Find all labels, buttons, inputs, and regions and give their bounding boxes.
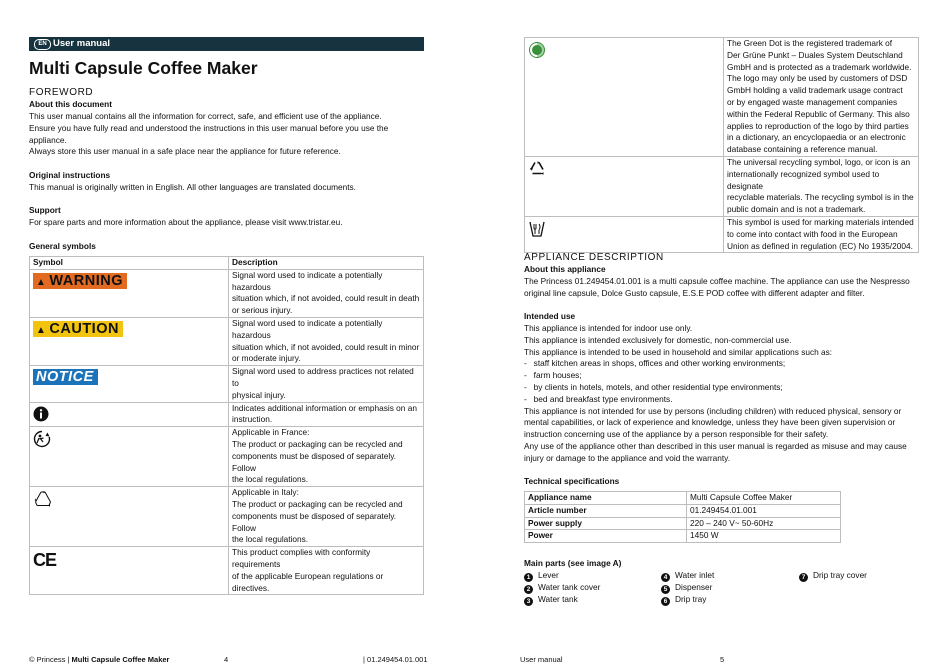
support-heading: Support (29, 205, 61, 215)
list-item: - farm houses; (524, 370, 582, 381)
table-row (30, 487, 424, 547)
list-item (661, 594, 706, 606)
text-line: recyclable materials. The recycling symbol is in the (727, 192, 914, 203)
table-row (525, 517, 841, 530)
part-label: Drip tray (675, 594, 707, 604)
part-label: Water inlet (675, 570, 715, 580)
text-line: The Princess 01.249454.01.001 is a multi capsule coffee machine. The appliance can use the Nespresso (524, 276, 910, 286)
right-page-number: 5 (720, 655, 725, 664)
caution-triangle-icon: ▲ (36, 324, 47, 336)
general-symbols-heading: General symbols (29, 241, 96, 251)
part-number-badge: 4 (661, 573, 670, 582)
text-line: The logo may only be used by customers of DSD (727, 73, 908, 84)
spec-value: 01.249454.01.001 (687, 504, 841, 517)
table-row (525, 504, 841, 517)
text-line: This appliance is not intended for use by persons (including children) with reduced physical, sensory or (524, 405, 902, 416)
text-line: This product complies with conformity requirements (232, 547, 371, 569)
text-line: the local regulations. (232, 534, 309, 545)
text-line: The product or packaging can be recycled and (232, 498, 403, 509)
text-line: to come into contact with food in the European (727, 228, 898, 239)
text-line: Indicates additional information or emphasis on an (232, 402, 417, 413)
list-item (524, 594, 578, 606)
text-line: The Green Dot is the registered trademark of (727, 38, 893, 48)
part-number-badge: 5 (661, 585, 670, 594)
part-number-badge: 1 (524, 573, 533, 582)
general-symbols-table (29, 256, 424, 595)
description-cell (229, 317, 424, 365)
text-line: within the Federal Republic of Germany. This also (727, 108, 910, 119)
part-label: Drip tray cover (813, 570, 867, 580)
left-footer-article: | 01.249454.01.001 (363, 655, 428, 664)
text-line: internationally recognized symbol used to designate (727, 168, 880, 191)
part-number-badge: 6 (661, 597, 670, 606)
text-line: Der Grüne Punkt – Duales System Deutschland (727, 49, 903, 60)
part-label: Lever (538, 570, 559, 580)
main-parts-heading: Main parts (see image A) (524, 558, 622, 568)
left-page-number: 4 (224, 655, 229, 664)
table-row (525, 38, 919, 157)
description-cell (229, 402, 424, 427)
description-cell (724, 38, 919, 157)
description-column-header: Description (229, 257, 424, 270)
text-line: components must be disposed of separately. Follow (232, 450, 397, 473)
description-cell (229, 547, 424, 595)
table-row (525, 216, 919, 252)
warning-triangle-icon: ▲ (36, 276, 47, 288)
text-line: of the applicable European regulations or directives. (232, 570, 384, 593)
document-title: Multi Capsule Coffee Maker (29, 58, 258, 78)
technical-specifications-table (524, 491, 841, 543)
list-item: - staff kitchen areas in shops, offices and other working environments; (524, 358, 786, 369)
ce-mark-icon: CE (33, 550, 57, 571)
text-line: physical injury. (232, 389, 286, 400)
part-number-badge: 7 (799, 573, 808, 582)
text-line: This user manual contains all the information for correct, safe, and efficient use of the appliance. (29, 111, 382, 121)
warning-label-text: WARNING (49, 272, 123, 289)
notice-label: NOTICE (33, 369, 98, 385)
text-line: Signal word used to address practices not related to (232, 366, 414, 388)
foreword-heading: FOREWORD (29, 87, 94, 98)
text-line: public domain and is not a trademark. (727, 204, 866, 215)
original-instructions-text: This manual is originally written in English. All other languages are translated documents. (29, 182, 356, 192)
description-cell (229, 487, 424, 547)
spec-key: Power supply (525, 517, 687, 530)
part-label: Water tank (538, 594, 578, 604)
language-badge: EN (34, 39, 51, 50)
text-line: Ensure you have fully read and understood the instructions in this user manual before you use the (29, 122, 389, 133)
list-item (661, 570, 714, 582)
text-line: or serious injury. (232, 305, 293, 316)
table-row (30, 366, 424, 402)
part-number-badge: 2 (524, 585, 533, 594)
table-row (30, 427, 424, 487)
spec-key: Power (525, 530, 687, 543)
text-line: Signal word used to indicate a potentially hazardous (232, 269, 383, 292)
description-cell (229, 427, 424, 487)
spec-key: Appliance name (525, 492, 687, 505)
part-label: Water tank cover (538, 582, 601, 592)
about-document-text (29, 111, 424, 158)
text-line: Always store this user manual in a safe place near the appliance for future reference. (29, 146, 341, 157)
about-appliance-heading: About this appliance (524, 264, 606, 274)
symbol-cell (30, 547, 229, 595)
right-page (520, 0, 919, 664)
table-row (30, 402, 424, 427)
text-line: The product or packaging can be recycled and (232, 438, 403, 449)
symbol-cell (30, 366, 229, 402)
description-cell (724, 216, 919, 252)
spec-value: Multi Capsule Coffee Maker (687, 492, 841, 505)
symbol-cell (30, 402, 229, 427)
food-contact-icon (528, 220, 546, 242)
text-line: situation which, if not avoided, could result in death (232, 293, 420, 304)
left-footer (29, 655, 169, 664)
appliance-description-heading: APPLIANCE DESCRIPTION (524, 252, 664, 263)
list-item: - bed and breakfast type environments. (524, 393, 673, 404)
text-line: or by engaged waste management companies (727, 96, 898, 107)
list-item (799, 570, 867, 582)
part-number-badge: 3 (524, 597, 533, 606)
text-line: instruction. (232, 414, 273, 425)
user-manual-banner (29, 37, 424, 51)
description-cell (229, 269, 424, 317)
green-dot-icon (528, 41, 546, 63)
original-instructions-heading: Original instructions (29, 170, 111, 180)
about-document-heading: About this document (29, 99, 112, 109)
description-cell (229, 366, 424, 402)
symbol-cell (525, 216, 724, 252)
text-line: or moderate injury. (232, 353, 301, 364)
symbol-cell (525, 156, 724, 216)
text-line: appliance. (29, 134, 67, 145)
info-icon (33, 406, 49, 426)
symbol-column-header: Symbol (30, 257, 229, 270)
text-line: Applicable in Italy: (232, 487, 299, 498)
table-row (525, 530, 841, 543)
text-line: This appliance is intended for indoor use only. (524, 323, 693, 333)
text-line: the local regulations. (232, 474, 309, 485)
text-line: applies to reproduction of the logo by third parties (727, 120, 909, 131)
text-line: This symbol is used for marking materials intended (727, 216, 914, 227)
about-appliance-text (524, 276, 919, 300)
text-line: database containing a reference manual. (727, 144, 878, 155)
banner-title: User manual (53, 38, 111, 49)
text-line: GmbH and is protected as a trademark worldwide. (727, 61, 912, 72)
footer-separator: | (67, 655, 70, 664)
text-line: Applicable in France: (232, 427, 310, 438)
table-row (525, 156, 919, 216)
caution-label (33, 321, 123, 337)
recycling-symbol-icon (528, 160, 546, 181)
left-page (29, 0, 428, 664)
recycle-triangle-icon (33, 490, 53, 512)
right-footer-label: User manual (520, 655, 563, 664)
symbol-cell (30, 269, 229, 317)
symbol-cell (30, 487, 229, 547)
list-item: - by clients in hotels, motels, and other residential type environments; (524, 381, 783, 392)
warning-label (33, 273, 127, 289)
symbol-cell (30, 427, 229, 487)
text-line: original line capsule, Dolce Gusto capsule, E.S.E POD coffee with different adapter and filter. (524, 287, 865, 298)
table-row (30, 317, 424, 365)
triman-icon (33, 430, 51, 452)
list-item (524, 582, 600, 594)
list-item (524, 570, 559, 582)
symbol-cell (30, 317, 229, 365)
table-row (30, 547, 424, 595)
text-line: This appliance is intended to be used in household and similar applications such as: (524, 346, 833, 357)
technical-specifications-heading: Technical specifications (524, 476, 620, 486)
spec-key: Article number (525, 504, 687, 517)
text-line: This appliance is intended exclusively for domestic, non-commercial use. (524, 334, 792, 345)
text-line: Union as defined in regulation (EC) No 1935/2004. (727, 240, 913, 251)
text-line: Any use of the appliance other than described in this user manual is regarded as misuse and may cause (524, 440, 907, 451)
table-header-row (30, 257, 424, 270)
footer-brand: © Princess (29, 655, 66, 664)
intended-use-text (524, 323, 919, 465)
description-cell (724, 156, 919, 216)
symbol-cell (525, 38, 724, 157)
text-line: instruction concerning use of the appliance by a person responsible for their safety. (524, 429, 829, 440)
text-line: The universal recycling symbol, logo, or icon is an (727, 156, 911, 167)
footer-product: Multi Capsule Coffee Maker (71, 655, 170, 664)
caution-label-text: CAUTION (49, 320, 119, 337)
support-text: For spare parts and more information about the appliance, please visit www.tristar.eu. (29, 217, 343, 227)
text-line: GmbH holding a valid trademark usage contract (727, 85, 903, 96)
table-row (525, 492, 841, 505)
text-line: Signal word used to indicate a potentially hazardous (232, 317, 383, 340)
text-line: situation which, if not avoided, could result in minor (232, 341, 420, 352)
spec-value: 1450 W (687, 530, 841, 543)
text-line: mental capabilities, or lack of experience and knowledge, unless they have been given supervision or (524, 417, 896, 428)
text-line: components must be disposed of separately. Follow (232, 510, 397, 533)
table-row (30, 269, 424, 317)
trademark-symbols-table (524, 37, 919, 253)
spec-value: 220 – 240 V~ 50-60Hz (687, 517, 841, 530)
text-line: injury or damage to the appliance and void the warranty. (524, 452, 731, 463)
intended-use-heading: Intended use (524, 311, 576, 321)
list-item (661, 582, 712, 594)
text-line: in a dictionary, an encyclopaedia or an electronic (727, 132, 906, 143)
part-label: Dispenser (675, 582, 713, 592)
